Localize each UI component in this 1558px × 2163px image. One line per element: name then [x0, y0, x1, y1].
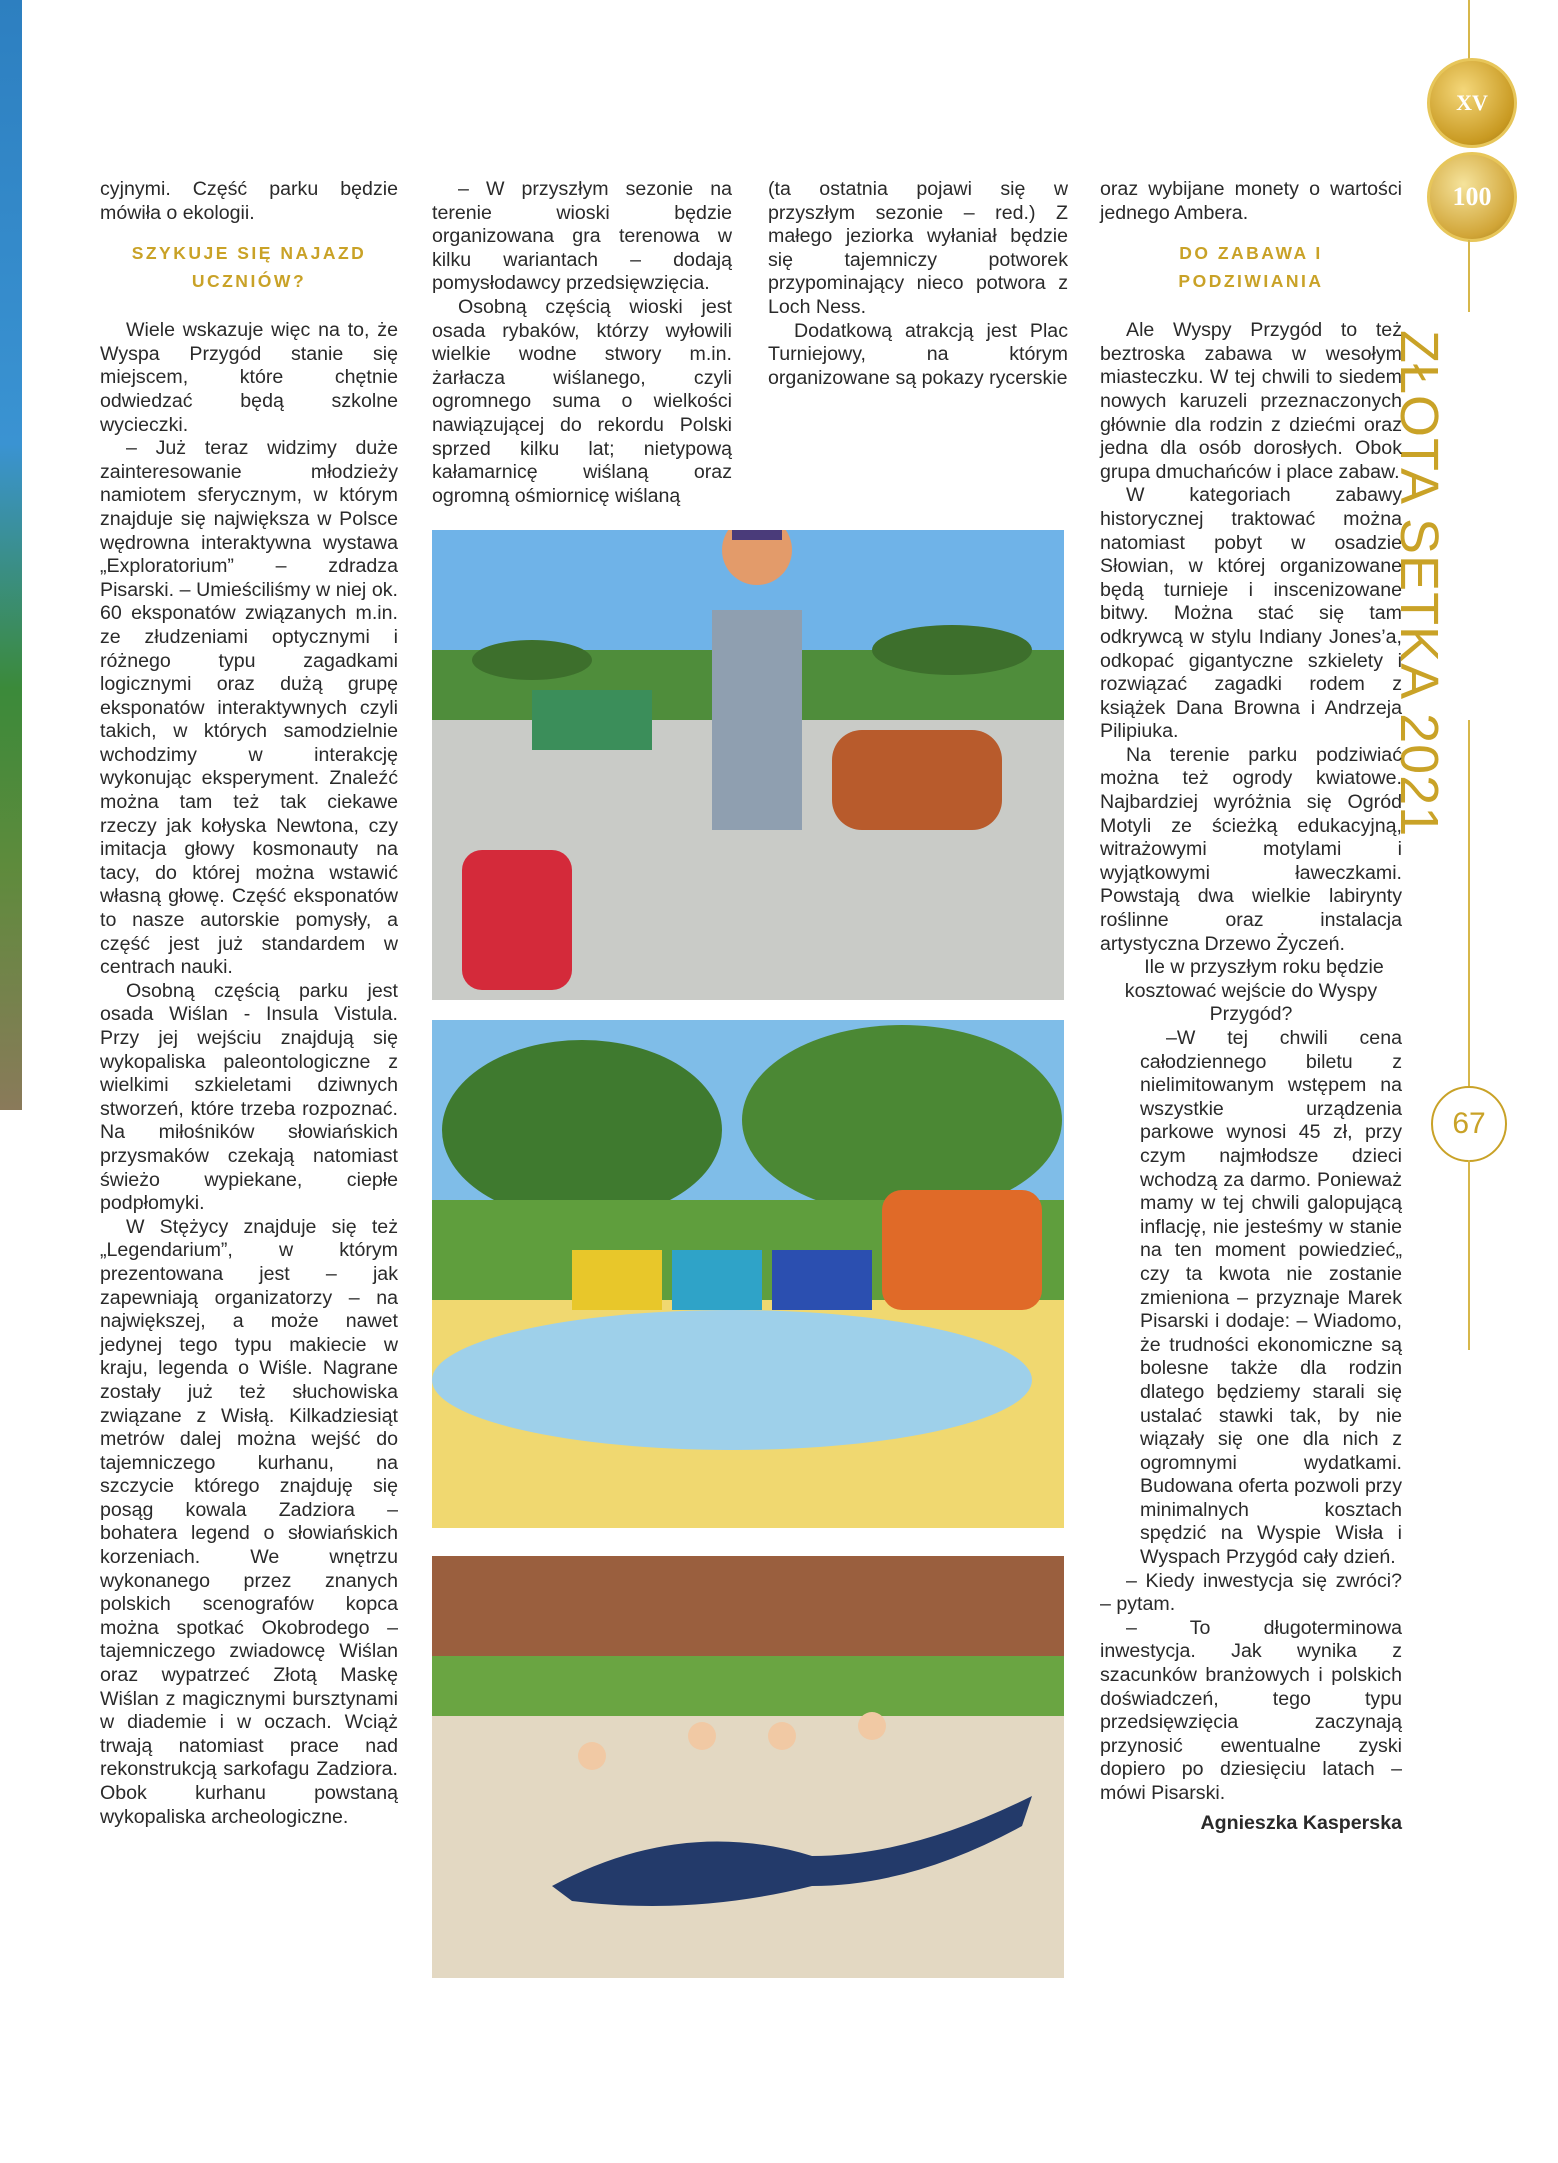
- photo-children-train: [432, 1020, 1064, 1528]
- photo-dinosaur-dig: [432, 1556, 1064, 1978]
- sidebar-line-low: [1468, 720, 1470, 1086]
- left-edge-photo-strip: [0, 0, 22, 1110]
- page-number: 67: [1431, 1086, 1507, 1162]
- medal-text: XV: [1456, 90, 1488, 115]
- paragraph: cyjnymi. Część parku będzie mówiła o ekologii.: [100, 178, 398, 224]
- medal-text: 100: [1452, 182, 1492, 211]
- paragraph: Osobną częścią parku jest osada Wiślan - Insula Vistula. Przy jej wejściu znajdują się wykopaliska paleontologiczne z wielkimi szkieletami dziwnych stworzeń, które trzeba rozpoznać. Na miłośników słowiańskich przysmaków czekają natomiast świeżo wypiekane, ciepłe podpłomyki.: [100, 979, 398, 1215]
- paragraph: – W przyszłym sezonie na terenie wioski będzie organizowana gra terenowa w kilku wariantach – dodają pomysłodawcy przedsięwzięcia.: [432, 178, 732, 295]
- sidebar-line-top: [1468, 0, 1470, 60]
- paragraph: – Kiedy inwestycja się zwróci? – pytam.: [1100, 1569, 1402, 1616]
- text-column-3: [768, 178, 1068, 390]
- sidebar-line-mid: [1468, 240, 1470, 312]
- paragraph: Wiele wskazuje więc na to, że Wyspa Przygód stanie się miejscem, które chętnie odwiedzać będą szkolne wycieczki.: [100, 319, 398, 436]
- paragraph: Ile w przyszłym roku będzie kosztować wejście do Wyspy Przygód?: [1124, 956, 1384, 1026]
- golden-hundred-medal: [1427, 152, 1517, 242]
- section-heading: DO ZABAWA I PODZIWIANIA: [1178, 243, 1324, 292]
- paragraph: W kategoriach zabawy historycznej traktować można natomiast pobyt w osadzie Słowian, w której organizowane będą turnieje i inscenizowane bitwy. Można stać się tam odkrywcą w stylu Indiany Jones’a, odkopać gigantyczne szkielety i rozwiązać zagadki rodem z książek Dana Browna i Andrzeja Pilipiuka.: [1100, 484, 1402, 743]
- paragraph: oraz wybijane monety o wartości jednego Ambera.: [1100, 178, 1402, 224]
- paragraph: (ta ostatnia pojawi się w przyszłym sezonie – red.) Z małego jeziorka wyłaniał będzie się tajemniczy potworek przypominający nieco potwora z Loch Ness.: [768, 178, 1068, 318]
- paragraph: Dodatkową atrakcją jest Plac Turniejowy, na którym organizowane są pokazy rycerskie: [768, 319, 1068, 389]
- text-column-4: [1100, 178, 1402, 1835]
- photo-pirate-carousel: [432, 530, 1064, 1000]
- section-title-vertical: ZŁOTA SETKA 2021: [1389, 330, 1449, 838]
- text-column-2: [432, 178, 732, 508]
- paragraph: – Już teraz widzimy duże zainteresowanie młodzieży namiotem sferycznym, w którym znajduje się największa w Polsce wędrowna interaktywna wystawa „Exploratorium” – zdradza Pisarski. – Umieściliśmy w niej ok. 60 eksponatów związanych m.in. ze złudzeniami optycznymi i różnego typu zagadkami logicznymi oraz dużą grupę eksponatów interaktywnych czyli takich, w których samodzielnie wchodzimy w interakcję wykonując eksperyment. Znaleźć można tam też tak ciekawe rzeczy jak kołyska Newtona, czy imitacja głowy kosmonauty na tacy, do której można wstawić własną głowę. Część eksponatów to nasze autorskie pomysły, a część jest już standardem w centrach nauki.: [100, 437, 398, 979]
- paragraph: Ale Wyspy Przygód to też beztroska zabawa w wesołym miasteczku. W tej chwili to siedem nowych karuzeli przeznaczonych głównie dla rodzin z dziećmi oraz jedna dla osób dorosłych. Obok grupa dmuchańców i place zabaw.: [1100, 319, 1402, 483]
- sidebar-line-bottom: [1468, 1160, 1470, 1350]
- text-column-1: [100, 178, 398, 1829]
- paragraph: W Stężycy znajduje się też „Legendarium”, w którym prezentowana jest – jak zapewniają organizatorzy – na największej, a może nawet jedynej tego typu makiecie w kraju, legenda o Wiśle. Nagrane zostały już też słuchowiska związane z Wisłą. Kilkadziesiąt metrów dalej można wejść do tajemniczego kurhanu, na szczycie którego znajduję się posąg kowala Zadziora – bohatera legend o słowiańskich korzeniach. We wnętrzu wykonanego przez znanych polskich scenografów kopca można spotkać Okobrodego – tajemniczego zwiadowcę Wiślan oraz wypatrzeć Złotą Maskę Wiślan z magicznymi bursztynami w diademie i w oczach. Wciąż trwają natomiast prace nad rekonstrukcją sarkofagu Zadziora. Obok kurhanu powstaną wykopaliska archeologiczne.: [100, 1215, 398, 1828]
- paragraph: –W tej chwili cena całodziennego biletu z nielimitowanym wstępem na wszystkie urządzenia parkowe wynosi 45 zł, przy czym najmłodsze dzieci wchodzą za darmo. Ponieważ mamy w tej chwili galopującą inflację, nie jesteśmy w stanie na ten moment powiedzieć„ czy ta kwota nie zostanie zmieniona – przyznaje Marek Pisarski i dodaje: – Wiadomo, że trudności ekonomiczne są bolesne także dla rodzin dlatego będziemy starali się ustalać stawki tak, by nie wiązały się one dla nich z ogromnymi wydatkami. Budowana oferta pozwoli przy minimalnych kosztach spędzić na Wyspie Wisła i Wyspach Przygód cały dzień.: [1140, 1027, 1402, 1569]
- paragraph: – To długoterminowa inwestycja. Jak wynika z szacunków branżowych i polskich doświadczeń, tego typu przedsięwzięcia zaczynają przynosić ewentualne zyski dopiero po dziesięciu latach – mówi Pisarski.: [1100, 1616, 1402, 1804]
- section-heading: SZYKUJE SIĘ NAJAZD UCZNIÓW?: [131, 243, 367, 292]
- paragraph: Osobną częścią wioski jest osada rybaków, którzy wyłowili wielkie wodne stwory m.in. żarłacza wiślanego, czyli ogromnego suma o wielkości nawiązującej do rekordu Polski sprzed kilku lat; nietypową kałamarnicę wiślaną oraz ogromną ośmiornicę wiślaną: [432, 295, 732, 507]
- paragraph: Na terenie parku podziwiać można też ogrody kwiatowe. Najbardziej wyróżnia się Ogród Motyli ze ścieżką edukacyjną, witrażowymi motylami i wyjątkowymi ławeczkami. Powstają dwa wielkie labirynty roślinne oraz instalacja artystyczna Drzewo Życzeń.: [1100, 743, 1402, 955]
- article-author: Agnieszka Kasperska: [1200, 1811, 1402, 1834]
- anniversary-medal: [1427, 58, 1517, 148]
